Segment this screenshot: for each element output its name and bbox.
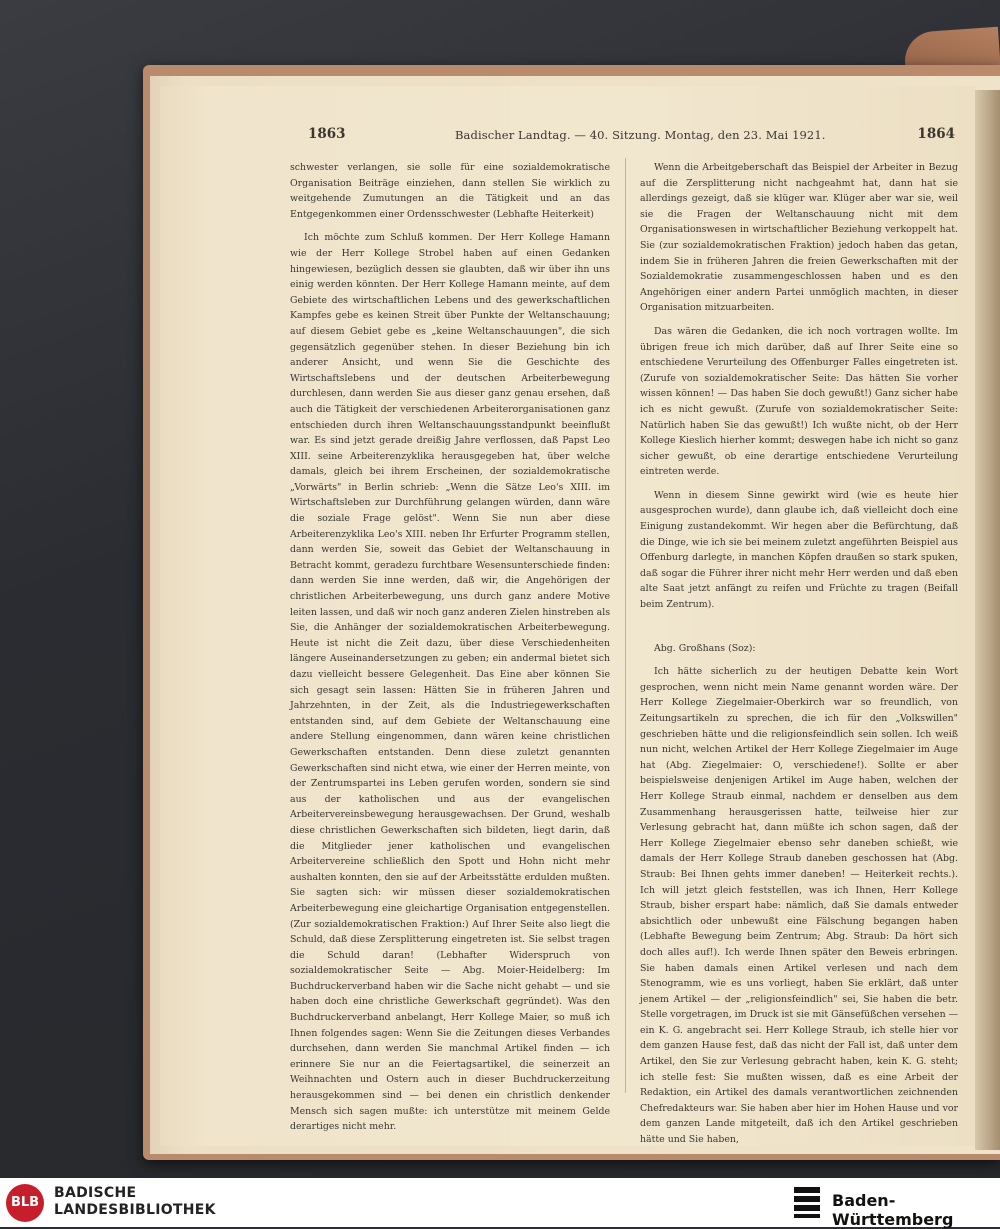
page-header [160,126,975,148]
paragraph: Ich möchte zum Schluß kommen. Der Herr Kollege Hamann wie der Herr Kollege Strobel haben auf einen Gedanken hingewiesen, bezüglich dessen sie glaubten, daß wir über ihn uns einig werden könnten. Der Herr Kollege Hamann meinte, auf dem Gebiete des wirtschaftlichen Lebens und des gewerkschaftlichen Kampfes gebe es keinen Streit über Punkte der Weltanschauung; auf diesem Gebiet gebe es „keine Weltanschauungen", die sich gegensätzlich gegenüber stehen. In dieser Beziehung bin ich anderer Ansicht, und wenn Sie die Geschichte des Wirtschaftslebens und der deutschen Arbeiterbewegung durchlesen, dann werden Sie aus dieser ganz genau ersehen, daß auch die Tätigkeit der verschiedenen Arbeiterorganisationen ganz entschieden durch ihren Weltanschauungsstandpunkt beeinflußt war. Es sind jetzt gerade dreißig Jahre verflossen, daß Papst Leo XIII. seine Arbeiterenzyklika herausgegeben hat, über welche damals, gleich bei ihrem Erscheinen, der sozialdemokratische „Vorwärts" in Berlin schrieb: „Wenn die Sätze Leo's XIII. im Wirtschaftsleben zur Durchführung gelangen würden, dann wäre die soziale Frage gelöst". Wenn Sie nun aber diese Arbeiterenzyklika Leo's XIII. neben Ihr Erfurter Programm stellen, dann werden Sie, soweit das Gebiet der Weltanschauung in Betracht kommt, geradezu furchtbare Wesensunterschiede finden: dann werden Sie inne werden, daß wir, die Angehörigen der christlichen Arbeiterbewegung, uns durch ganz andere Motive leiten lassen, und daß wir noch ganz anderen Zielen hinstreben als Sie, die Anhänger der sozialdemokratischen Arbeiterbewegung. Heute ist nicht die Zeit dazu, über diese Verschiedenheiten längere Auseinandersetzungen zu geben; ein andermal bietet sich dazu vielleicht bessere Gelegenheit. Das Eine aber können Sie sich gesagt sein lassen: Hätten Sie in früheren Jahren und Jahrzehnten, in der Zeit, als die Industriegewerkschaften entstanden sind, auf dem Gebiete der Weltanschauung eine andere Stellung eingenommen, dann wären keine christlichen Gewerkschaften entstanden. Denn diese zuletzt genannten Gewerkschaften sind nicht etwa, wie einer der Herren meinte, von der Zentrumspartei ins Leben gerufen worden, sondern sie sind aus der katholischen und aus der evangelischen Arbeitervereinsbewegung herausgewachsen. Der Grund, weshalb diese christlichen Gewerkschaften sich bildeten, liegt darin, daß die Mitglieder jener katholischen und evangelischen Arbeitervereine schließlich den Spott und Hohn nicht mehr aushalten konnten, den sie auf der Arbeitsstätte erdulden mußten. Sie sagten sich: wir müssen dieser sozialdemokratischen Arbeiterbewegung eine gleichartige Organisation entgegenstellen. (Zur sozialdemokratischen Fraktion:) Auf Ihrer Seite also liegt die Schuld, daß diese Zersplitterung eingetreten ist. Sie selbst tragen die Schuld daran! (Lebhafter Widerspruch von sozialdemokratischer Seite — Abg. Moier-Heidelberg: Im Buchdruckerverband haben wir die Sache nicht gehabt — und sie haben doch eine christliche Gewerkschaft gegründet). Was den Buchdruckerverband anbelangt, Herr Kollege Maier, so muß ich Ihnen folgendes sagen: Wenn Sie die Zeitungen dieses Verbandes durchsehen, dann werden Sie manchmal Artikel finden — ich erinnere Sie nur an die Feiertagsartikel, die seinerzeit an Weihnachten und Ostern auch in dieser Buchdruckerzeitung herausgekommen sind — bei denen ein christlich denkender Mensch sich sagen mußte: ich unterstütze mit meinem Gelde derartiges nicht mehr. [290,232,611,1133]
left-column [290,160,610,1143]
page-number-right: 1864 [917,126,955,142]
book-spine-right [975,90,1000,1150]
paragraph: Das wären die Gedanken, die ich noch vortragen wollte. Im übrigen freue ich mich darüber, daß auf Ihrer Seite eine so entschiedene Verurteilung des Offenburger Falles eingetreten ist. (Zurufe von sozialdemokratischer Seite: Das hätten Sie vorher wissen können! — Das haben Sie doch gewußt!) Ganz sicher habe ich es nicht gewußt. (Zurufe von sozialdemokratischer Seite: Natürlich haben Sie das gewußt!) Ich wußte nicht, ob der Herr Kollege Kieslich hierher kommt; deswegen habe ich nicht so ganz sicher gewußt, ob eine derartige entschiedene Verurteilung eintreten werde. [640,325,958,478]
paragraph: schwester verlangen, sie solle für eine sozialdemokratische Organisation Beiträge einziehen, dann stellen Sie wirklich zu weitgehende Zumutungen an die Tätigkeit und an das Entgegenkommen einer Ordensschwester (Lebhafte Heiterkeit) [290,162,610,220]
right-column [640,160,958,1146]
column-divider [625,158,626,1093]
footer-bar [0,1178,1000,1227]
scanned-page [160,86,975,1146]
blb-logo-icon[interactable]: BLB [6,1184,44,1222]
baden-wuerttemberg-lions-icon [792,1185,822,1219]
blb-logo-text[interactable] [54,1185,216,1219]
speaker-line: Abg. Großhans (Soz): [654,642,756,654]
running-title: Badischer Landtag. — 40. Sitzung. Montag, den 23. Mai 1921. [455,128,826,142]
baden-wuerttemberg-text[interactable]: Baden-Württemberg [832,1191,954,1229]
paragraph: Wenn die Arbeitgeberschaft das Beispiel der Arbeiter in Bezug auf die Zersplitterung nicht nachgeahmt hat, dann hat sie allerdings gezeigt, daß sie klüger war. Klüger aber war sie, weil sie die Fragen der Weltanschauung nicht mit dem Organisationswesen in wirtschaftlicher Beziehung verkoppelt hat. Sie (zur sozialdemokratischen Fraktion) jedoch haben das getan, indem Sie in früheren Jahren die freien Gewerkschaften mit der Sozialdemokratie zusammengeschlossen haben und es den Angehörigen einer andern Partei unmöglich machten, in dieser Organisation mitzuarbeiten. [640,162,958,314]
blb-line1: BADISCHE [54,1185,137,1201]
page-number-left: 1863 [308,126,346,142]
paragraph: Wenn in diesem Sinne gewirkt wird (wie es heute hier ausgesprochen wurde), dann glaube ich, daß vielleicht doch eine Einigung zustandekommt. Wir hegen aber die Befürchtung, daß die Dinge, wie ich sie bei meinem zuletzt angeführten Beispiel aus Offenburg darlegte, in manchen Köpfen draußen so stark spuken, daß sogar die Führer ihrer nicht mehr Herr werden und daß eben alte Saat jetzt anfängt zu reifen und Früchte zu tragen (Beifall beim Zentrum). [640,489,958,611]
paragraph: Ich hätte sicherlich zu der heutigen Debatte kein Wort gesprochen, wenn nicht mein Name genannt worden wäre. Der Herr Kollege Ziegelmaier-Oberkirch war so freundlich, von Zeitungsartikeln zu sprechen, die ich für den „Volkswillen" geschrieben hätte und die religionsfeindlich sein sollen. Ich weiß nun nicht, welchen Artikel der Herr Kollege Ziegelmaier im Auge hat (Abg. Ziegelmaier: O, verschiedene!). Sollte er aber beispielsweise denjenigen Artikel im Auge haben, welchen der Herr Kollege Straub einmal, nachdem er denselben aus dem Zusammenhang herausgerissen hatte, teilweise hier zur Verlesung gebracht hat, dann müßte ich schon sagen, daß der Herr Kollege Ziegelmaier ebenso sehr daneben schießt, wie damals der Herr Kollege Straub daneben geschossen hat (Abg. Straub: Bei Ihnen gehts immer daneben! — Heiterkeit rechts.). Ich will jetzt gleich feststellen, was ich Ihnen, Herr Kollege Straub, bisher erspart habe: nämlich, daß Sie damals entweder absichtlich oder unbewußt eine Fälschung begangen haben (Lebhafte Bewegung beim Zentrum; Abg. Straub: Da hört sich doch alles auf!). Ich werde Ihnen später den Beweis erbringen. Sie haben damals einen Artikel verlesen und nach dem Stenogramm, wie es uns vorliegt, haben Sie erklärt, daß unter jenem Artikel — der „religionsfeindlich" sei, Sie haben die betr. Stelle vorgetragen, im Druck ist sie mit Gänsefüßchen versehen — ein K. G. angebracht sei. Herr Kollege Straub, ich stelle hier vor dem ganzen Hause fest, daß das nicht der Fall ist, daß unter dem Artikel, den Sie zur Verlesung gebracht haben, kein K. G. steht; ich stelle fest: Sie mußten wissen, daß es eine Arbeit der Redaktion, ein Artikel des damals verantwortlichen zeichnenden Chefredakteurs war. Sie haben aber hier im Hohen Hause und vor dem ganzen Lande mitgeteilt, daß ich den Artikel geschrieben hätte und Sie haben, [640,666,958,1146]
blb-line2: LANDESBIBLIOTHEK [54,1202,216,1218]
